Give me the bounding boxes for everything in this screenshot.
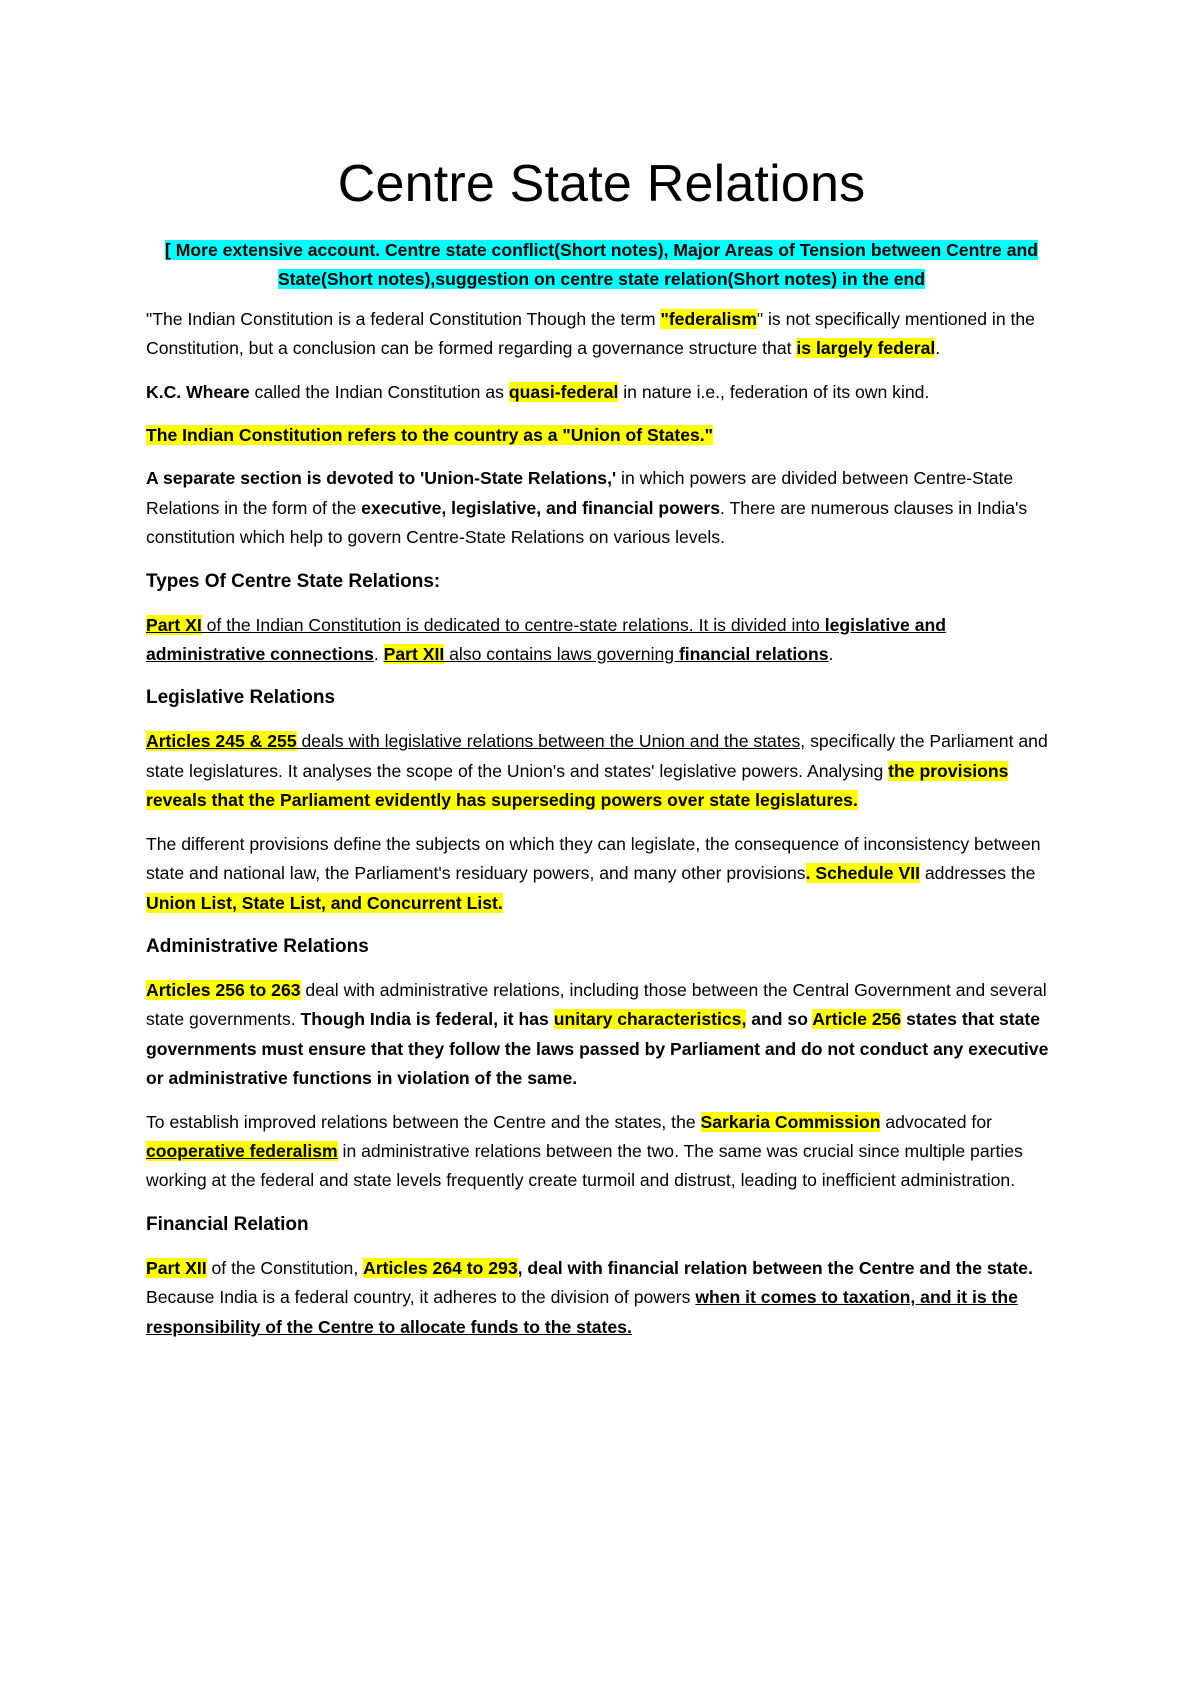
administrative-text-3: advocated for	[880, 1111, 992, 1132]
unitary-highlight: unitary characteristics,	[553, 1009, 747, 1030]
intro-text-3: .	[935, 338, 941, 359]
types-text-2: .	[373, 644, 384, 665]
articles-245-255-highlight: Articles 245 & 255	[146, 731, 297, 752]
financial-text-2: Because India is a federal country, it adheres to the division of powers	[146, 1287, 696, 1308]
note-text: [ More extensive account. Centre state conflict(Short notes), Major Areas of Tension between Centre and State(Short notes),suggestion on centre state relation(Short notes) in the end	[164, 240, 1038, 290]
types-text-3: also contains laws governing	[444, 644, 679, 665]
quasi-federal-highlight: quasi-federal	[508, 381, 619, 402]
legislative-heading: Legislative Relations	[146, 687, 336, 709]
administrative-paragraph	[146, 976, 1057, 1094]
intro-paragraph	[146, 305, 1057, 364]
wheare-paragraph	[146, 378, 1057, 407]
provisions-highlight: the provisions reveals that the Parliament evidently has superseding powers over state legislatures.	[146, 760, 1009, 811]
articles-256-263-highlight: Articles 256 to 263	[146, 979, 301, 1000]
lists-highlight: Union List, State List, and Concurrent List.	[146, 892, 503, 913]
articles-264-293-highlight: Articles 264 to 293	[363, 1257, 518, 1278]
types-text: of the Indian Constitution is dedicated to centre-state relations. It is divided into	[201, 614, 825, 635]
administrative-paragraph-2	[146, 1108, 1057, 1196]
document-title: Centre State Relations	[337, 155, 866, 213]
administrative-bold-2: and so	[746, 1009, 813, 1030]
part-xii-highlight: Part XII	[383, 644, 445, 665]
administrative-heading: Administrative Relations	[146, 935, 369, 957]
separate-section-bold: A separate section is devoted to 'Union-State Relations,'	[146, 468, 617, 489]
intro-text-2: " is not specifically mentioned in the Constitution, but a conclusion can be formed regarding a governance structure that	[146, 308, 1035, 359]
legislative-text: deals with legislative relations between the Union and the states,	[296, 731, 806, 752]
legislative-paragraph-2	[146, 830, 1057, 918]
legislative-paragraph	[146, 727, 1057, 815]
financial-bold: , deal with financial relation between the Centre and the state.	[517, 1257, 1033, 1278]
financial-underlined: when it comes to taxation, and it is the responsibility of the Centre to allocate funds to the states.	[146, 1287, 1018, 1337]
legislative-text-2: specifically the Parliament and state legislatures. It analyses the scope of the Union's and states' legislative powers. Analysing	[146, 731, 1048, 781]
financial-part-xii-highlight: Part XII	[146, 1257, 207, 1278]
types-paragraph	[146, 611, 1057, 670]
sarkaria-highlight: Sarkaria Commission	[700, 1111, 881, 1132]
administrative-bold: Though India is federal, it has	[300, 1009, 554, 1030]
financial-relations-bold: financial relations	[678, 644, 829, 665]
union-of-states-highlight: The Indian Constitution refers to the country as a "Union of States."	[146, 425, 714, 446]
types-text-4: .	[828, 644, 834, 665]
largely-federal-highlight: is largely federal	[796, 338, 936, 359]
powers-bold: executive, legislative, and financial powers	[361, 497, 721, 518]
legislative-text-4: addresses the	[919, 863, 1036, 884]
separate-section-text-2: . There are numerous clauses in India's constitution which help to govern Centre-State Relations on various levels.	[146, 497, 1028, 548]
union-paragraph	[146, 421, 1057, 450]
administrative-text-2: To establish improved relations between the Centre and the states, the	[146, 1111, 701, 1132]
article-256-highlight: Article 256	[812, 1009, 902, 1030]
types-heading: Types Of Centre State Relations:	[146, 570, 441, 592]
financial-text: of the Constitution,	[206, 1257, 364, 1278]
administrative-bold-3: states that state governments must ensure that they follow the laws passed by Parliament and do not conduct any executive or administrative functions in violation of the same.	[146, 1009, 1049, 1089]
financial-heading: Financial Relation	[146, 1213, 309, 1235]
schedule-vii-highlight: . Schedule VII	[805, 863, 920, 884]
administrative-text-4: in administrative relations between the two. The same was crucial since multiple parties working at the federal and state levels frequently create turmoil and distrust, leading to inefficient administration.	[146, 1140, 1023, 1191]
note-paragraph	[146, 236, 1057, 295]
wheare-name: K.C. Wheare	[146, 381, 250, 402]
leg-admin-bold: legislative and administrative connections	[146, 614, 946, 665]
cooperative-federalism-highlight: cooperative federalism	[146, 1140, 338, 1161]
federalism-highlight: "federalism	[660, 308, 757, 329]
part-xi-highlight: Part XI	[146, 614, 202, 635]
legislative-text-3: The different provisions define the subjects on which they can legislate, the consequence of inconsistency between state and national law, the Parliament's residuary powers, and many other provisions	[146, 833, 1041, 884]
financial-paragraph	[146, 1254, 1057, 1342]
wheare-text: called the Indian Constitution as	[249, 381, 509, 402]
separate-section-text: in which powers are divided between Centre-State Relations in the form of the	[146, 468, 1014, 518]
intro-text: "The Indian Constitution is a federal Constitution Though the term	[146, 308, 661, 329]
administrative-text: deal with administrative relations, including those between the Central Government and several state governments.	[146, 979, 1047, 1030]
wheare-text-2: in nature i.e., federation of its own kind.	[618, 381, 930, 402]
separate-section-paragraph	[146, 464, 1057, 552]
